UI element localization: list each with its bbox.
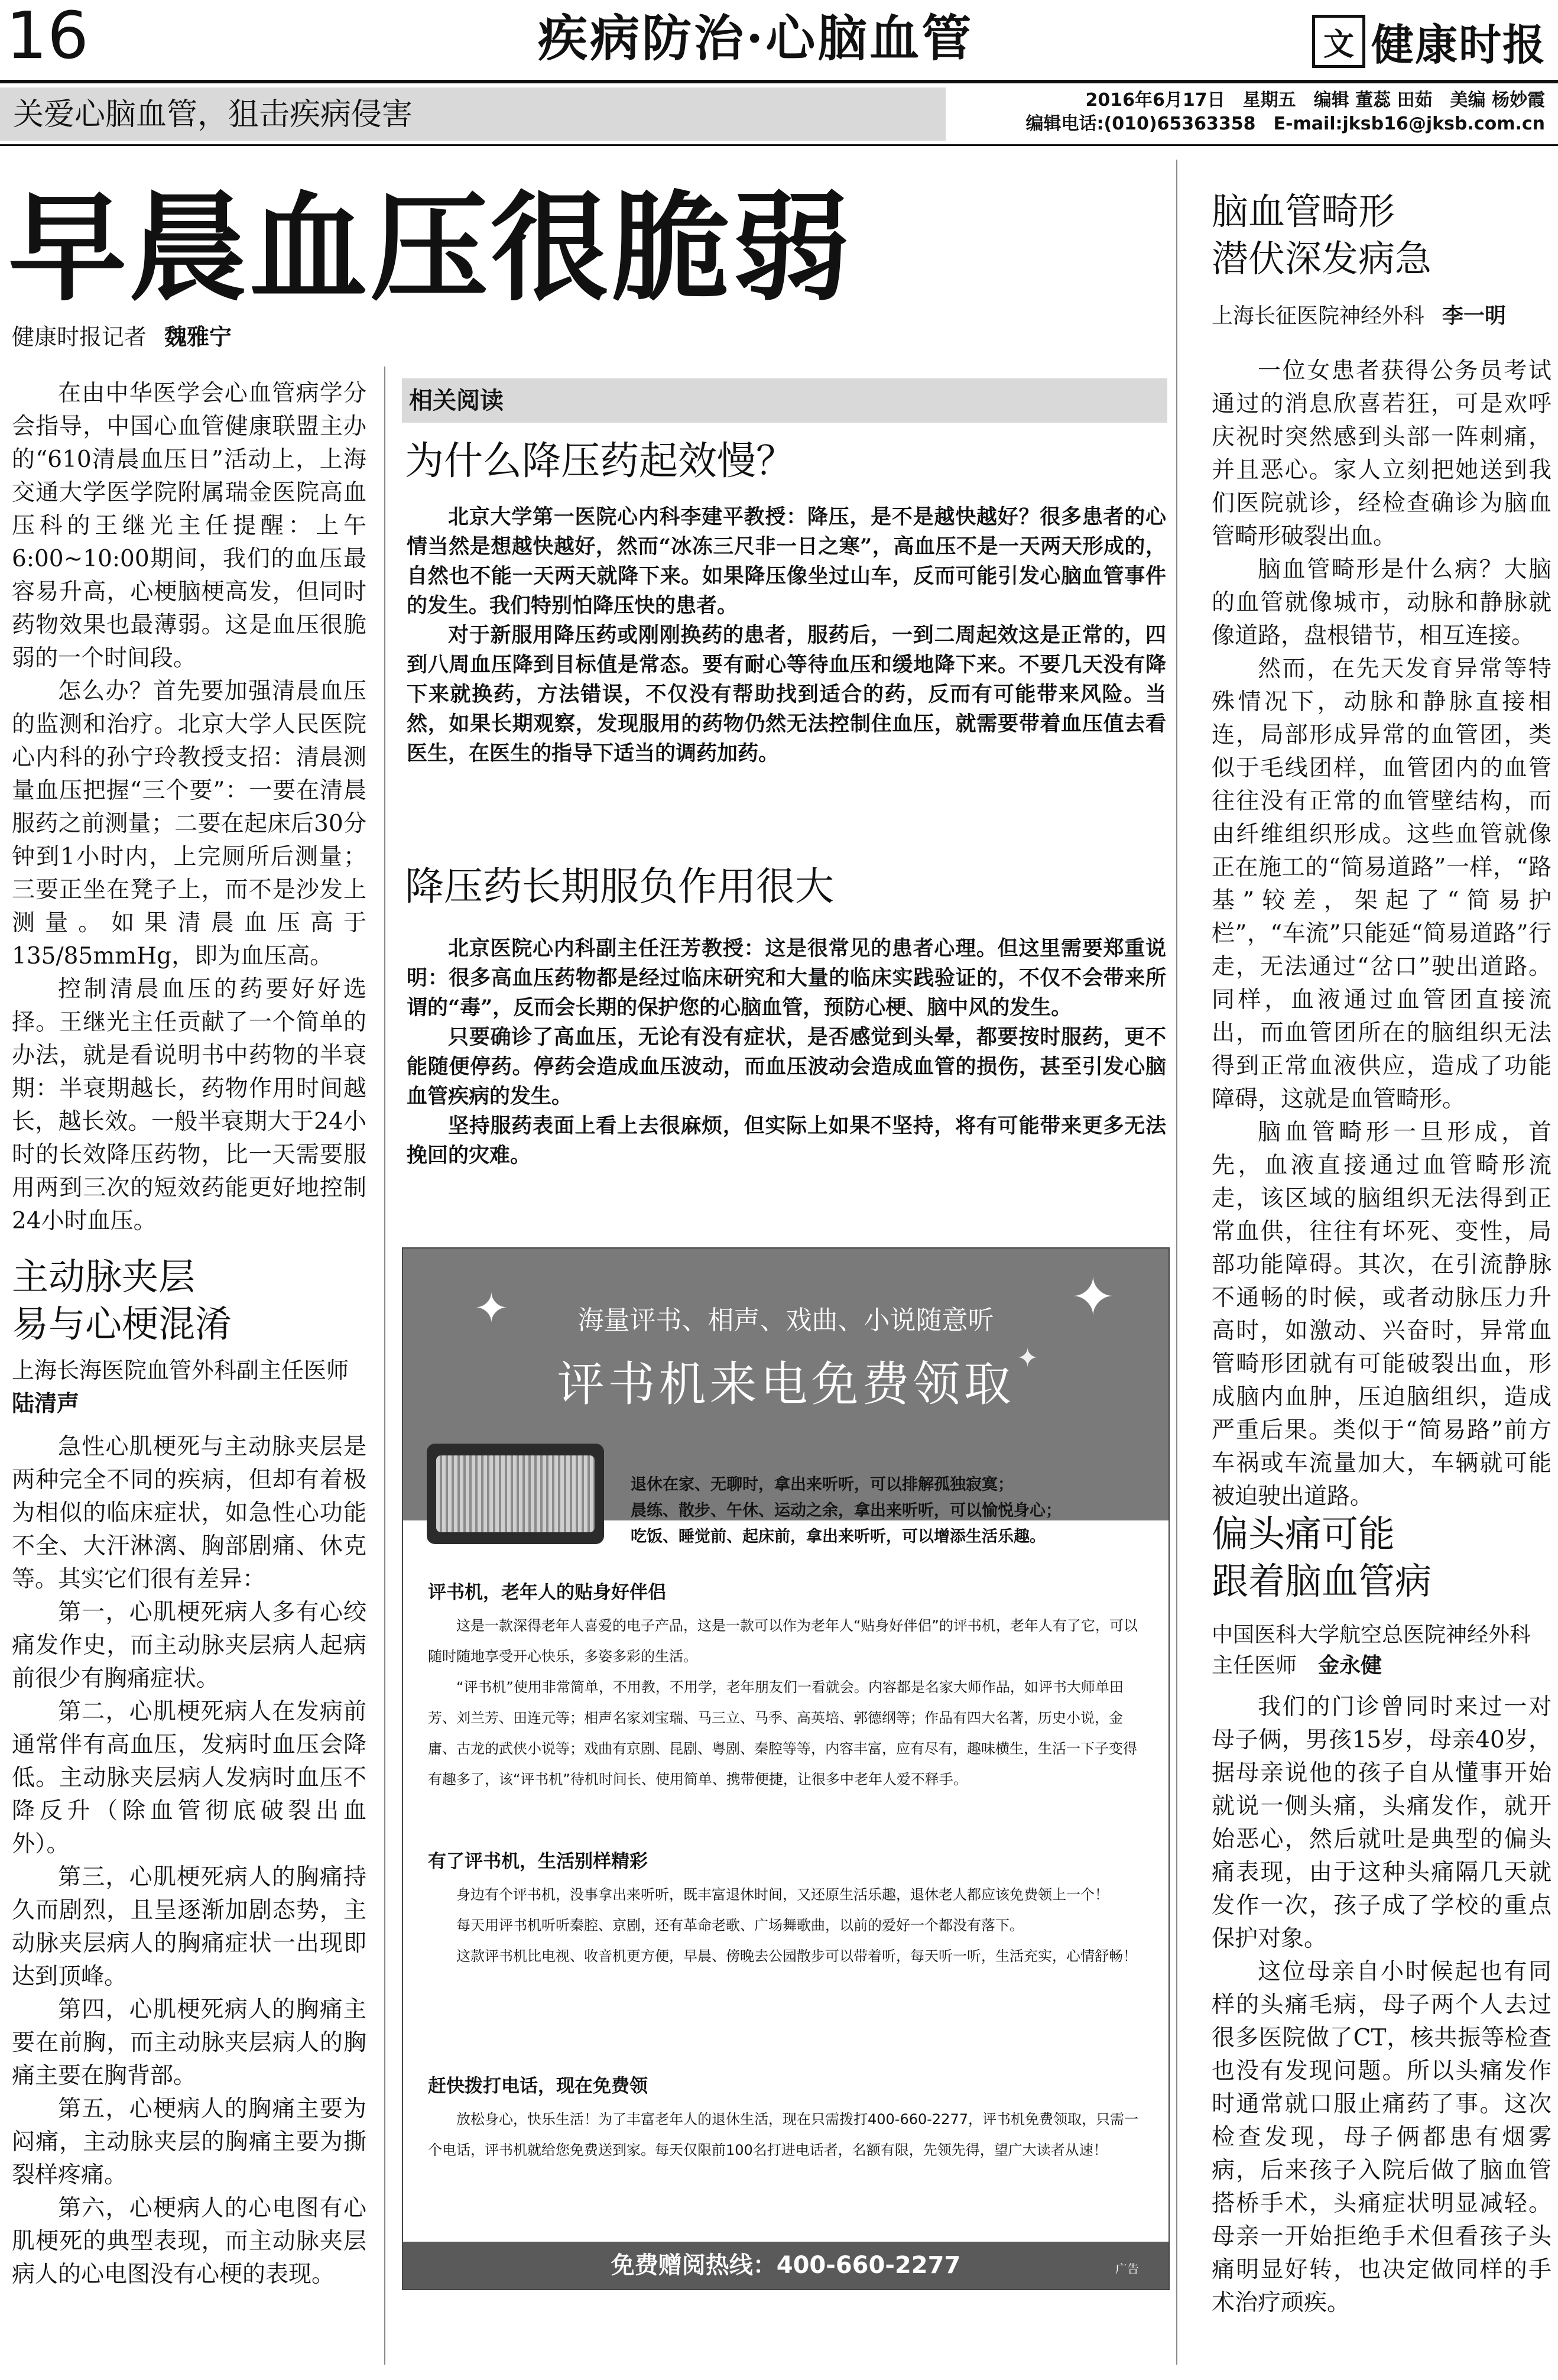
- byline-name: 李一明: [1442, 304, 1507, 328]
- article-body: [1212, 1691, 1551, 2320]
- ad-line: 晨练、散步、午休、运动之余，拿出来听听，可以愉悦身心；: [631, 1502, 1062, 1520]
- headline-line: 潜伏深发病急: [1212, 237, 1432, 280]
- paragraph: 然而，在先天发育异常等特殊情况下，动脉和静脉直接相连，局部形成异常的血管团，类似于毛线团样，血管团内的血管往往没有正常的血管壁结构，而由纤维组织形成。这些血管就像正在施工的“简易道路”一样，“路基”较差，架起了“简易护栏”，“车流”只能延“简易道路”行走，无法通过“岔口”驶出道路。同样，血液通过血管团直接流出，而血管团所在的脑组织无法得到正常血液供应，造成了功能障碍，这就是血管畸形。: [1212, 656, 1551, 1113]
- ad-hotline-bar: [403, 2242, 1168, 2289]
- ad-feature-lines: [631, 1472, 1151, 1550]
- ad-section-body: [428, 2104, 1143, 2165]
- related-body-1: [407, 502, 1166, 769]
- paragraph: 只要确诊了高血压，无论有没有症状，是否感觉到头晕，都要按时服药，更不能随便停药。停药会造成血压波动，而血压波动会造成血管的损伤，甚至引发心脑血管疾病的发生。: [407, 1025, 1166, 1108]
- ad-paragraph: 放松身心，快乐生活！为了丰富老年人的退休生活，现在只需拨打400-660-2277，评书机免费领取，只需一个电话，评书机就给您免费送到家。每天仅限前100名打进电话者，名额有限，先领先得，望广大读者从速！: [428, 2111, 1139, 2158]
- related-band: [402, 378, 1167, 423]
- paragraph: 对于新服用降压药或刚刚换药的患者，服药后，一到二周起效这是正常的，四到八周血压降到目标值是常态。要有耐心等待血压和缓地降下来。不要几天没有降下来就换药，方法错误，不仅没有帮助找到适合的药，反而有可能带来风险。当然，如果长期观察，发现服用的药物仍然无法控制住血压，就需要带着血压值去看医生，在医生的指导下适当的调药加药。: [407, 623, 1166, 766]
- headline-line: 跟着脑血管病: [1212, 1559, 1432, 1603]
- ad-mark: 广告: [1115, 2262, 1139, 2276]
- paragraph: 第三，心肌梗死病人的胸痛持久而剧烈，且呈逐渐加剧态势，主动脉夹层病人的胸痛症状一出现即达到顶峰。: [12, 1864, 366, 1990]
- byline-name: 陆清声: [12, 1390, 80, 1416]
- headline-line: 脑血管畸形: [1212, 190, 1395, 233]
- section-title: 疾病防治·心脑血管: [538, 9, 974, 67]
- byline-text: 上海长海医院血管外科副主任医师: [12, 1357, 349, 1383]
- page-number: 16: [6, 0, 89, 73]
- article-headline: [1212, 188, 1432, 283]
- slogan: 关爱心脑血管，狙击疾病侵害: [13, 97, 413, 132]
- dateline-editors: 2016年6月17日 星期五 编辑 董蕊 田茹 美编 杨妙霞: [1085, 90, 1545, 111]
- ad-hotline: 免费赠阅热线：400-660-2277: [611, 2252, 961, 2279]
- ad-section-title: 赶快拨打电话，现在免费领: [428, 2076, 648, 2097]
- lead-byline: [12, 322, 232, 352]
- article-body: [1212, 355, 1551, 1513]
- headline-line: 主动脉夹层: [12, 1255, 196, 1298]
- paragraph: 在由中华医学会心血管病学分会指导，中国心血管健康联盟主办的“610清晨血压日”活动上，上海交通大学医学院附属瑞金医院高血压科的王继光主任提醒：上午6:00~10:00期间，我们的血压最容易升高，心梗脑梗高发，但同时药物效果也最薄弱。这是血压很脆弱的一个时间段。: [12, 380, 366, 672]
- paragraph: 一位女患者获得公务员考试通过的消息欣喜若狂，可是欢呼庆祝时突然感到头部一阵刺痛，并且恶心。家人立刻把她送到我们医院就诊，经检查确诊为脑血管畸形破裂出血。: [1212, 358, 1551, 550]
- headline-line: 易与心梗混淆: [12, 1302, 232, 1345]
- ad-section-title: 有了评书机，生活别样精彩: [428, 1851, 648, 1872]
- paragraph: 坚持服药表面上看上去很麻烦，但实际上如果不坚持，将有可能带来更多无法挽回的灾难。: [407, 1114, 1166, 1168]
- related-subhead-2: 降压药长期服负作用很大: [405, 864, 834, 909]
- sparkle-icon: ✦: [1017, 1343, 1038, 1373]
- paragraph: 怎么办？首先要加强清晨血压的监测和治疗。北京大学人民医院心内科的孙宁玲教授支招：清晨测量血压把握“三个要”：一要在清晨服药之前测量；二要在起床后30分钟到1小时内，上完厕所后测量；三要正坐在凳子上，而不是沙发上测量。如果清晨血压高于135/85mmHg，即为血压高。: [12, 678, 366, 969]
- masthead-logo: [1312, 11, 1546, 72]
- article-headline: [1212, 1510, 1432, 1605]
- paragraph: 脑血管畸形一旦形成，首先，血液直接通过血管畸形流走，该区域的脑组织无法得到正常血供，往往有坏死、变性，局部功能障碍。其次，在引流静脉不通畅的时候，或者动脉压力升高时，如激动、兴奋时，异常血管畸形团就有可能破裂出血，形成脑内血肿，压迫脑组织，造成严重后果。类似于“简易路”前方车祸或车流量加大，车辆就可能被迫驶出道路。: [1212, 1119, 1551, 1510]
- advertisement: [402, 1247, 1170, 2290]
- article-byline: [1212, 1620, 1551, 1681]
- paragraph: 第二，心肌梗死病人在发病前通常伴有高血压，发病时血压会降低。主动脉夹层病人发病时血压不降反升（除血管彻底破裂出血外）。: [12, 1698, 366, 1857]
- column-divider: [1176, 160, 1177, 2365]
- byline-prefix: 健康时报记者: [12, 324, 147, 350]
- dateline: [1025, 89, 1545, 136]
- speaker-grille: [436, 1455, 595, 1532]
- article-byline: [1212, 301, 1506, 331]
- masthead-rule: [0, 80, 1558, 83]
- ad-paragraph: 这是一款深得老年人喜爱的电子产品，这是一款可以作为老年人“贴身好伴侣”的评书机，老年人有了它，可以随时随地享受开心快乐，多姿多彩的生活。: [428, 1617, 1138, 1665]
- paragraph: 控制清晨血压的药要好好选择。王继光主任贡献了一个简单的办法，就是看说明书中药物的半衰期：半衰期越长，药物作用时间越长，越长效。一般半衰期大于24小时的长效降压药物，比一天需要服用两到三次的短效药能更好地控制24小时血压。: [12, 976, 366, 1234]
- paragraph: 第五，心梗病人的胸痛主要为闷痛，主动脉夹层的胸痛主要为撕裂样疼痛。: [12, 2096, 366, 2188]
- paragraph: 脑血管畸形是什么病？大脑的血管就像城市，动脉和静脉就像道路，盘根错节，相互连接。: [1212, 556, 1551, 649]
- headline-line: 偏头痛可能: [1212, 1512, 1395, 1555]
- lead-headline: 早晨血压很脆弱: [8, 179, 853, 317]
- byline-text: 中国医科大学航空总医院神经外科主任医师: [1212, 1623, 1531, 1678]
- byline-text: 上海长征医院神经外科: [1212, 304, 1425, 328]
- ad-paragraph: 身边有个评书机，没事拿出来听听，既丰富退休时间，又还原生活乐趣，退休老人都应该免费领上一个！: [456, 1886, 1109, 1903]
- sparkle-icon: ✦: [1070, 1266, 1115, 1328]
- article-byline: [12, 1354, 366, 1420]
- paragraph: 第四，心肌梗死病人的胸痛主要在前胸，而主动脉夹层病人的胸痛主要在胸背部。: [12, 1996, 366, 2089]
- logo-mark-icon: 文: [1312, 15, 1365, 68]
- ad-section-title: 评书机，老年人的贴身好伴侣: [428, 1582, 666, 1603]
- sparkle-icon: ✦: [474, 1284, 509, 1332]
- paragraph: 这位母亲自小时候起也有同样的头痛毛病，母子两个人去过很多医院做了CT，核共振等检查也没有发现问题。所以头痛发作时通常就口服止痛药了事。这次检查发现，母子俩都患有烟雾病，后来孩子入院后做了脑血管搭桥手术，头痛症状明显减轻。母亲一开始拒绝手术但看孩子头痛明显好转，也决定做同样的手术治疗顽疾。: [1212, 1959, 1551, 2316]
- dateline-contact: 编辑电话:(010)65363358 E-mail:jksb16@jksb.com.cn: [1025, 114, 1545, 134]
- ad-line: 退休在家、无聊时，拿出来听听，可以排解孤独寂寞；: [631, 1476, 1014, 1494]
- paragraph: 北京大学第一医院心内科李建平教授：降压，是不是越快越好？很多患者的心情当然是想越快越好，然而“冰冻三尺非一日之寒”，高血压不是一天两天形成的，自然也不能一天两天就降下来。如果降压像坐过山车，反而可能引发心脑血管事件的发生。我们特别怕降压快的患者。: [407, 505, 1166, 618]
- ad-section-body: [428, 1610, 1143, 1795]
- paragraph: 第一，心肌梗死病人多有心绞痛发作史，而主动脉夹层病人起病前很少有胸痛症状。: [12, 1599, 366, 1692]
- logo-text: 健康时报: [1371, 20, 1546, 70]
- paragraph: 我们的门诊曾同时来过一对母子俩，男孩15岁，母亲40岁，据母亲说他的孩子自从懂事开始就说一侧头痛，头痛发作，就开始恶心，然后就吐是典型的偏头痛表现，由于这种头痛隔几天就发作一次，孩子成了学校的重点保护对象。: [1212, 1694, 1551, 1952]
- ad-paragraph: “评书机”使用非常简单，不用教，不用学，老年朋友们一看就会。内容都是名家大师作品，如评书大师单田芳、刘兰芳、田连元等；相声名家刘宝瑞、马三立、马季、高英培、郭德纲等；作品有四大名著，历史小说，金庸、古龙的武侠小说等；戏曲有京剧、昆剧、粤剧、秦腔等等，内容丰富，应有尽有，趣味横生，生活一下子变得有趣多了，该“评书机”待机时间长、使用简单、携带便捷，让很多中老年人爱不释手。: [428, 1679, 1137, 1788]
- ad-paragraph: 这款评书机比电视、收音机更方便，早晨、傍晚去公园散步可以带着听，每天听一听，生活充实，心情舒畅！: [456, 1948, 1137, 1964]
- ad-title: 评书机来电免费领取: [557, 1357, 1015, 1412]
- paragraph: 急性心肌梗死与主动脉夹层是两种完全不同的疾病，但却有着极为相似的临床症状，如急性心功能不全、大汗淋漓、胸部剧痛、休克等。其实它们很有差异：: [12, 1434, 366, 1593]
- paragraph: 第六，心梗病人的心电图有心肌梗死的典型表现，而主动脉夹层病人的心电图没有心梗的表现。: [12, 2195, 366, 2288]
- column-divider: [384, 367, 385, 2365]
- paragraph: 北京医院心内科副主任汪芳教授：这是很常见的患者心理。但这里需要郑重说明：很多高血压药物都是经过临床研究和大量的临床实践验证的，不仅不会带来所谓的“毒”，反而会长期的保护您的心脑血管，预防心梗、脑中风的发生。: [407, 936, 1166, 1020]
- related-subhead-1: 为什么降压药起效慢？: [405, 438, 795, 484]
- article-headline: [12, 1253, 232, 1348]
- byline-name: 魏雅宁: [164, 324, 232, 350]
- related-label: 相关阅读: [409, 387, 504, 414]
- ad-section-body: [428, 1879, 1143, 1972]
- ad-tagline: 海量评书、相声、戏曲、小说随意听: [577, 1305, 994, 1335]
- lead-body: [12, 377, 366, 1238]
- byline-name: 金永健: [1318, 1653, 1382, 1678]
- masthead-rule-lower: [0, 144, 1558, 146]
- ad-paragraph: 每天用评书机听听秦腔、京剧，还有革命老歌、广场舞歌曲，以前的爱好一个都没有落下。: [456, 1917, 1024, 1934]
- related-body-2: [407, 934, 1166, 1170]
- ad-line: 吃饭、睡觉前、起床前，拿出来听听，可以增添生活乐趣。: [631, 1528, 1046, 1546]
- article-body: [12, 1431, 366, 2291]
